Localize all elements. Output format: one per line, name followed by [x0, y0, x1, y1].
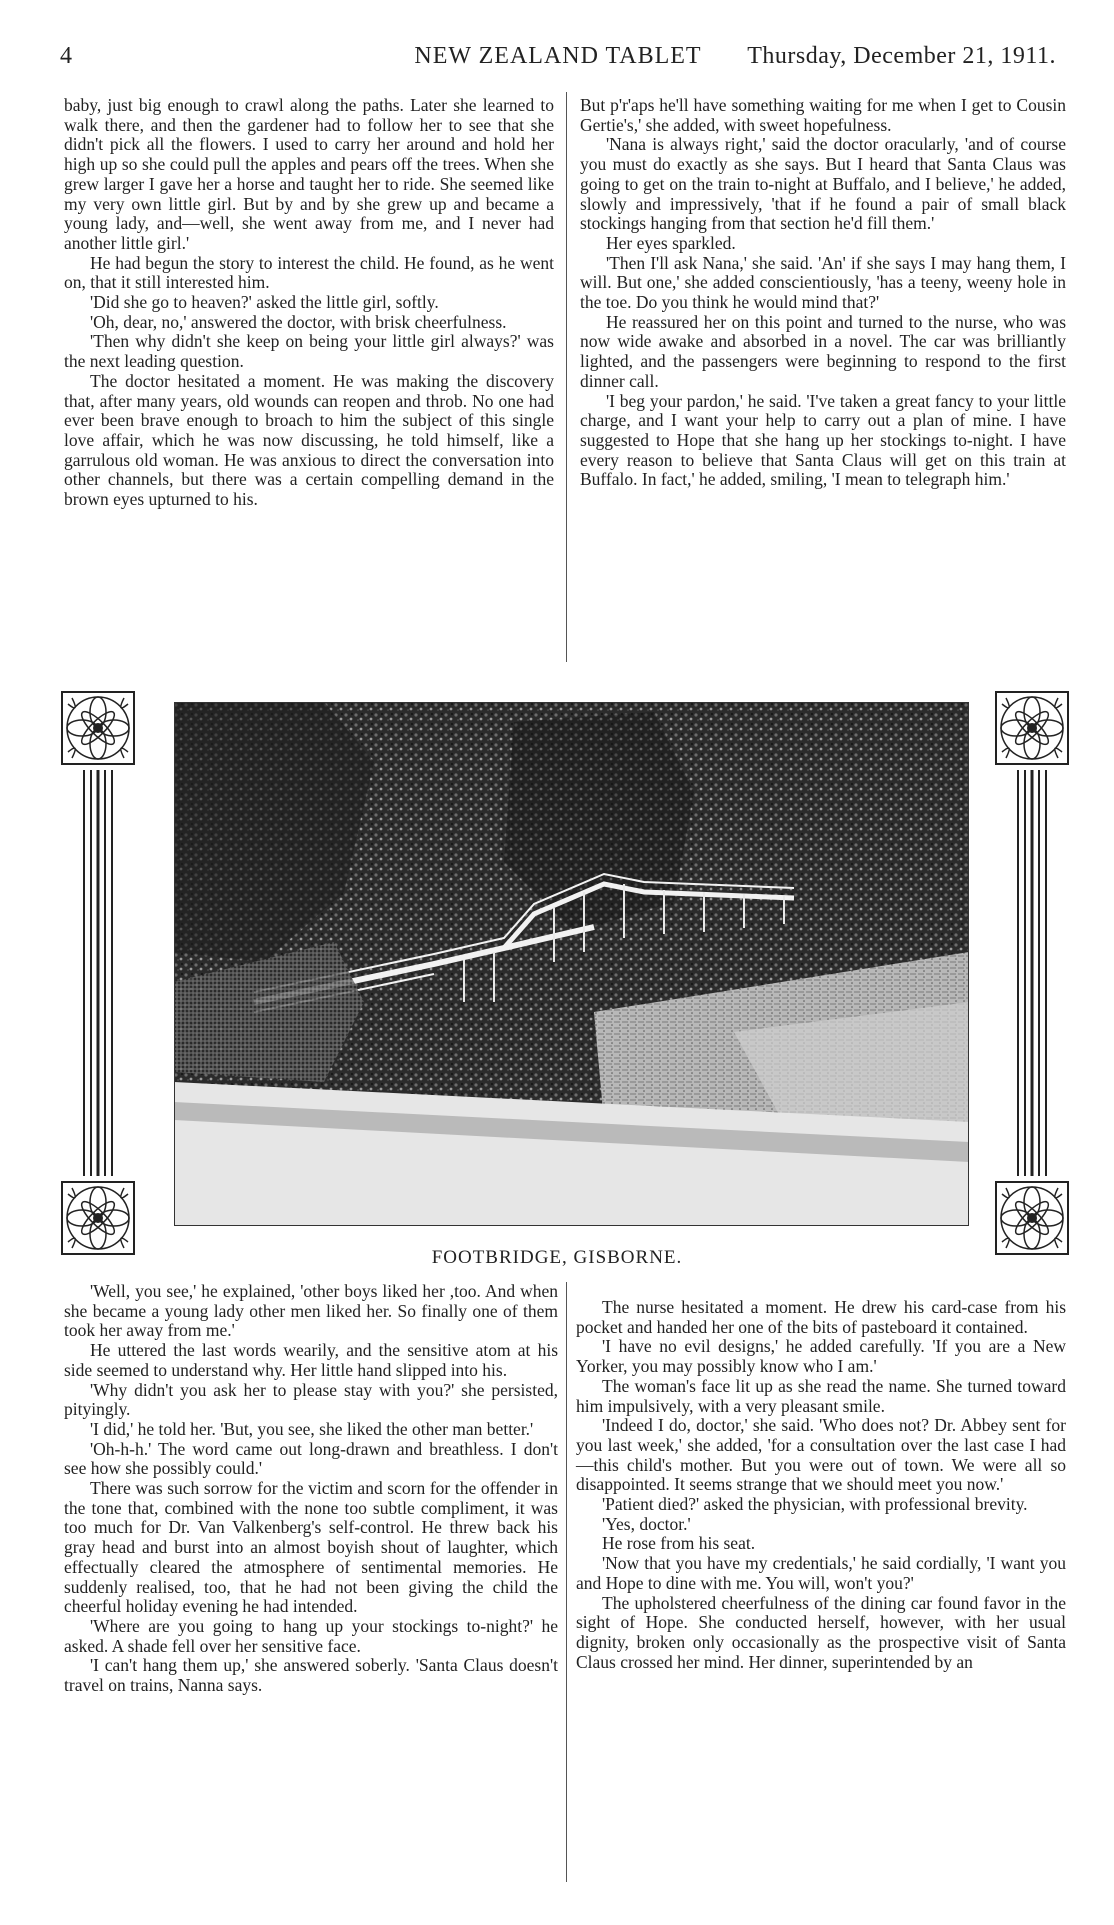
- paragraph: 'Nana is always right,' said the doctor oracularly, 'and of course you must do exactly as she says. But I heard that Santa Claus was going to get on the train to-night at Buffalo, and I believe,' he added, slowly and impressively, 'that if he found a pair of small black stockings hanging from that section he'd fill them.': [580, 134, 1066, 234]
- paragraph: 'I have no evil designs,' he added carefully. 'If you are a New Yorker, you may possibly know who I am.': [576, 1336, 1066, 1377]
- page-number: 4: [60, 43, 72, 69]
- paragraph: 'Then why didn't she keep on being your little girl always?' was the next leading question.: [64, 331, 554, 372]
- left-ornamental-border: [58, 688, 138, 1258]
- paragraph: 'Where are you going to hang up your stockings to-night?' he asked. A shade fell over her sensitive face.: [64, 1615, 558, 1656]
- paragraph: 'Did she go to heaven?' asked the little girl, softly.: [90, 292, 439, 313]
- paragraph: The doctor hesitated a moment. He was making the discovery that, after many years, old wounds can reopen and throb. No one had ever been brave enough to broach to him the subject of this single love affair, which he was now discussing, he told himself, like a garrulous old woman. He was anxious to direct the conversation into other channels, but there was a certain compelling demand in the brown eyes upturned to his.: [64, 370, 554, 510]
- vertical-column-rules: [1018, 770, 1046, 1176]
- column-top-left: [64, 96, 554, 510]
- page-header: [60, 38, 1056, 74]
- right-ornamental-border: [992, 688, 1072, 1258]
- paragraph: 'Patient died?' asked the physician, with professional brevity.: [602, 1494, 1028, 1515]
- paragraph: 'I beg your pardon,' he said. 'I've taken a great fancy to your little charge, and I want your help to carry out a plan of mine. I have suggested to Hope that she hang up her stockings to-night. I have every reason to believe that Santa Claus will get on this train at Buffalo. In fact,' he added, smiling, 'I mean to telegraph him.': [580, 390, 1066, 490]
- paragraph: He reassured her on this point and turned to the nurse, who was now wide awake and absorbed in a novel. The car was brilliantly lighted, and the passengers were beginning to respond to the first dinner call.: [580, 311, 1066, 391]
- paragraph: 'Yes, doctor.': [602, 1513, 691, 1534]
- footbridge-photograph: [174, 702, 969, 1226]
- paragraph: 'Well, you see,' he explained, 'other boys liked her ,too. And when she became a young lady other men liked her. So finally one of them took her away from me.': [64, 1281, 558, 1341]
- rosette-ornament-icon: [62, 1182, 134, 1254]
- paragraph: The nurse hesitated a moment. He drew his card-case from his pocket and handed her one of the bits of pasteboard it contained.: [576, 1297, 1066, 1337]
- paragraph: 'Then I'll ask Nana,' she said. 'An' if she says I may hang them, I will. But one,' she added conscientiously, 'has a teeny, weeny hole in the toe. Do you think he would mind that?': [580, 252, 1066, 313]
- column-bottom-right: [576, 1298, 1066, 1672]
- column-top-right: [580, 96, 1066, 490]
- paragraph: But p'r'aps he'll have something waiting for me when I get to Cousin Gertie's,' she added, with sweet hopefulness.: [580, 95, 1066, 135]
- vertical-column-rules: [84, 770, 112, 1176]
- paragraph: 'Oh, dear, no,' answered the doctor, with brisk cheerfulness.: [90, 311, 507, 332]
- paragraph: 'I can't hang them up,' she answered soberly. 'Santa Claus doesn't travel on trains, Nanna says.: [64, 1655, 558, 1696]
- paragraph: baby, just big enough to crawl along the paths. Later she learned to walk there, and then the gardener had to follow her to see that she didn't pick all the flowers. I used to carry her around and hold her high up so she could pull the apples and pears off the trees. When she grew larger I gave her a horse and taught her to ride. She seemed like my very own little girl. But by and by she grew up and became a young lady, and—well, she went away from me, and I never had another little girl.': [64, 95, 554, 253]
- paragraph: Her eyes sparkled.: [606, 232, 736, 253]
- masthead-title: NEW ZEALAND TABLET: [414, 43, 702, 69]
- paragraph: 'I did,' he told her. 'But, you see, she liked the other man better.': [90, 1418, 534, 1439]
- rosette-ornament-icon: [996, 692, 1068, 764]
- issue-date: Thursday, December 21, 1911.: [747, 43, 1056, 69]
- paragraph: 'Oh-h-h.' The word came out long-drawn and breathless. I don't see how she possibly could.': [64, 1438, 558, 1479]
- top-column-rule: [566, 92, 567, 662]
- paragraph: 'Now that you have my credentials,' he said cordially, 'I want you and Hope to dine with me. You will, won't you?': [576, 1553, 1066, 1593]
- paragraph: There was such sorrow for the victim and scorn for the offender in the tone that, combined with the none too subtle compliment, it was too much for Dr. Van Valkenberg's self-control. He threw back his gray head and burst into an almost boyish shout of laughter, which effectually cleared the atmosphere of sentimental memories. He suddenly realised, too, that he had not been giving the child the cheerful holiday evening he had intended.: [64, 1478, 558, 1617]
- paragraph: He uttered the last words wearily, and the sensitive atom at his side seemed to understand why. Her little hand slipped into his.: [64, 1340, 558, 1380]
- paragraph: The upholstered cheerfulness of the dining car found favor in the sight of Hope. She conducted herself, however, with her usual dignity, broken only occasionally as the prospective visit of Santa Claus crossed her mind. Her dinner, superintended by an: [576, 1592, 1066, 1672]
- rosette-ornament-icon: [62, 692, 134, 764]
- paragraph: 'Why didn't you ask her to please stay with you?' she persisted, pityingly.: [64, 1379, 558, 1420]
- paragraph: The woman's face lit up as she read the name. She turned toward him impulsively, with a very pleasant smile.: [576, 1375, 1066, 1416]
- bottom-column-rule: [566, 1282, 567, 1882]
- photo-caption: FOOTBRIDGE, GISBORNE.: [431, 1247, 683, 1268]
- column-bottom-left: [64, 1282, 558, 1696]
- rosette-ornament-icon: [996, 1182, 1068, 1254]
- paragraph: 'Indeed I do, doctor,' she said. 'Who does not? Dr. Abbey sent for you last week,' she added, 'for a consultation over the last case I had—this child's mother. But you were out of town. We were all so disappointed. It seems strange that we should meet you now.': [576, 1415, 1066, 1495]
- paragraph: He had begun the story to interest the child. He found, as he went on, that it still interested him.: [64, 252, 554, 293]
- paragraph: He rose from his seat.: [602, 1533, 756, 1554]
